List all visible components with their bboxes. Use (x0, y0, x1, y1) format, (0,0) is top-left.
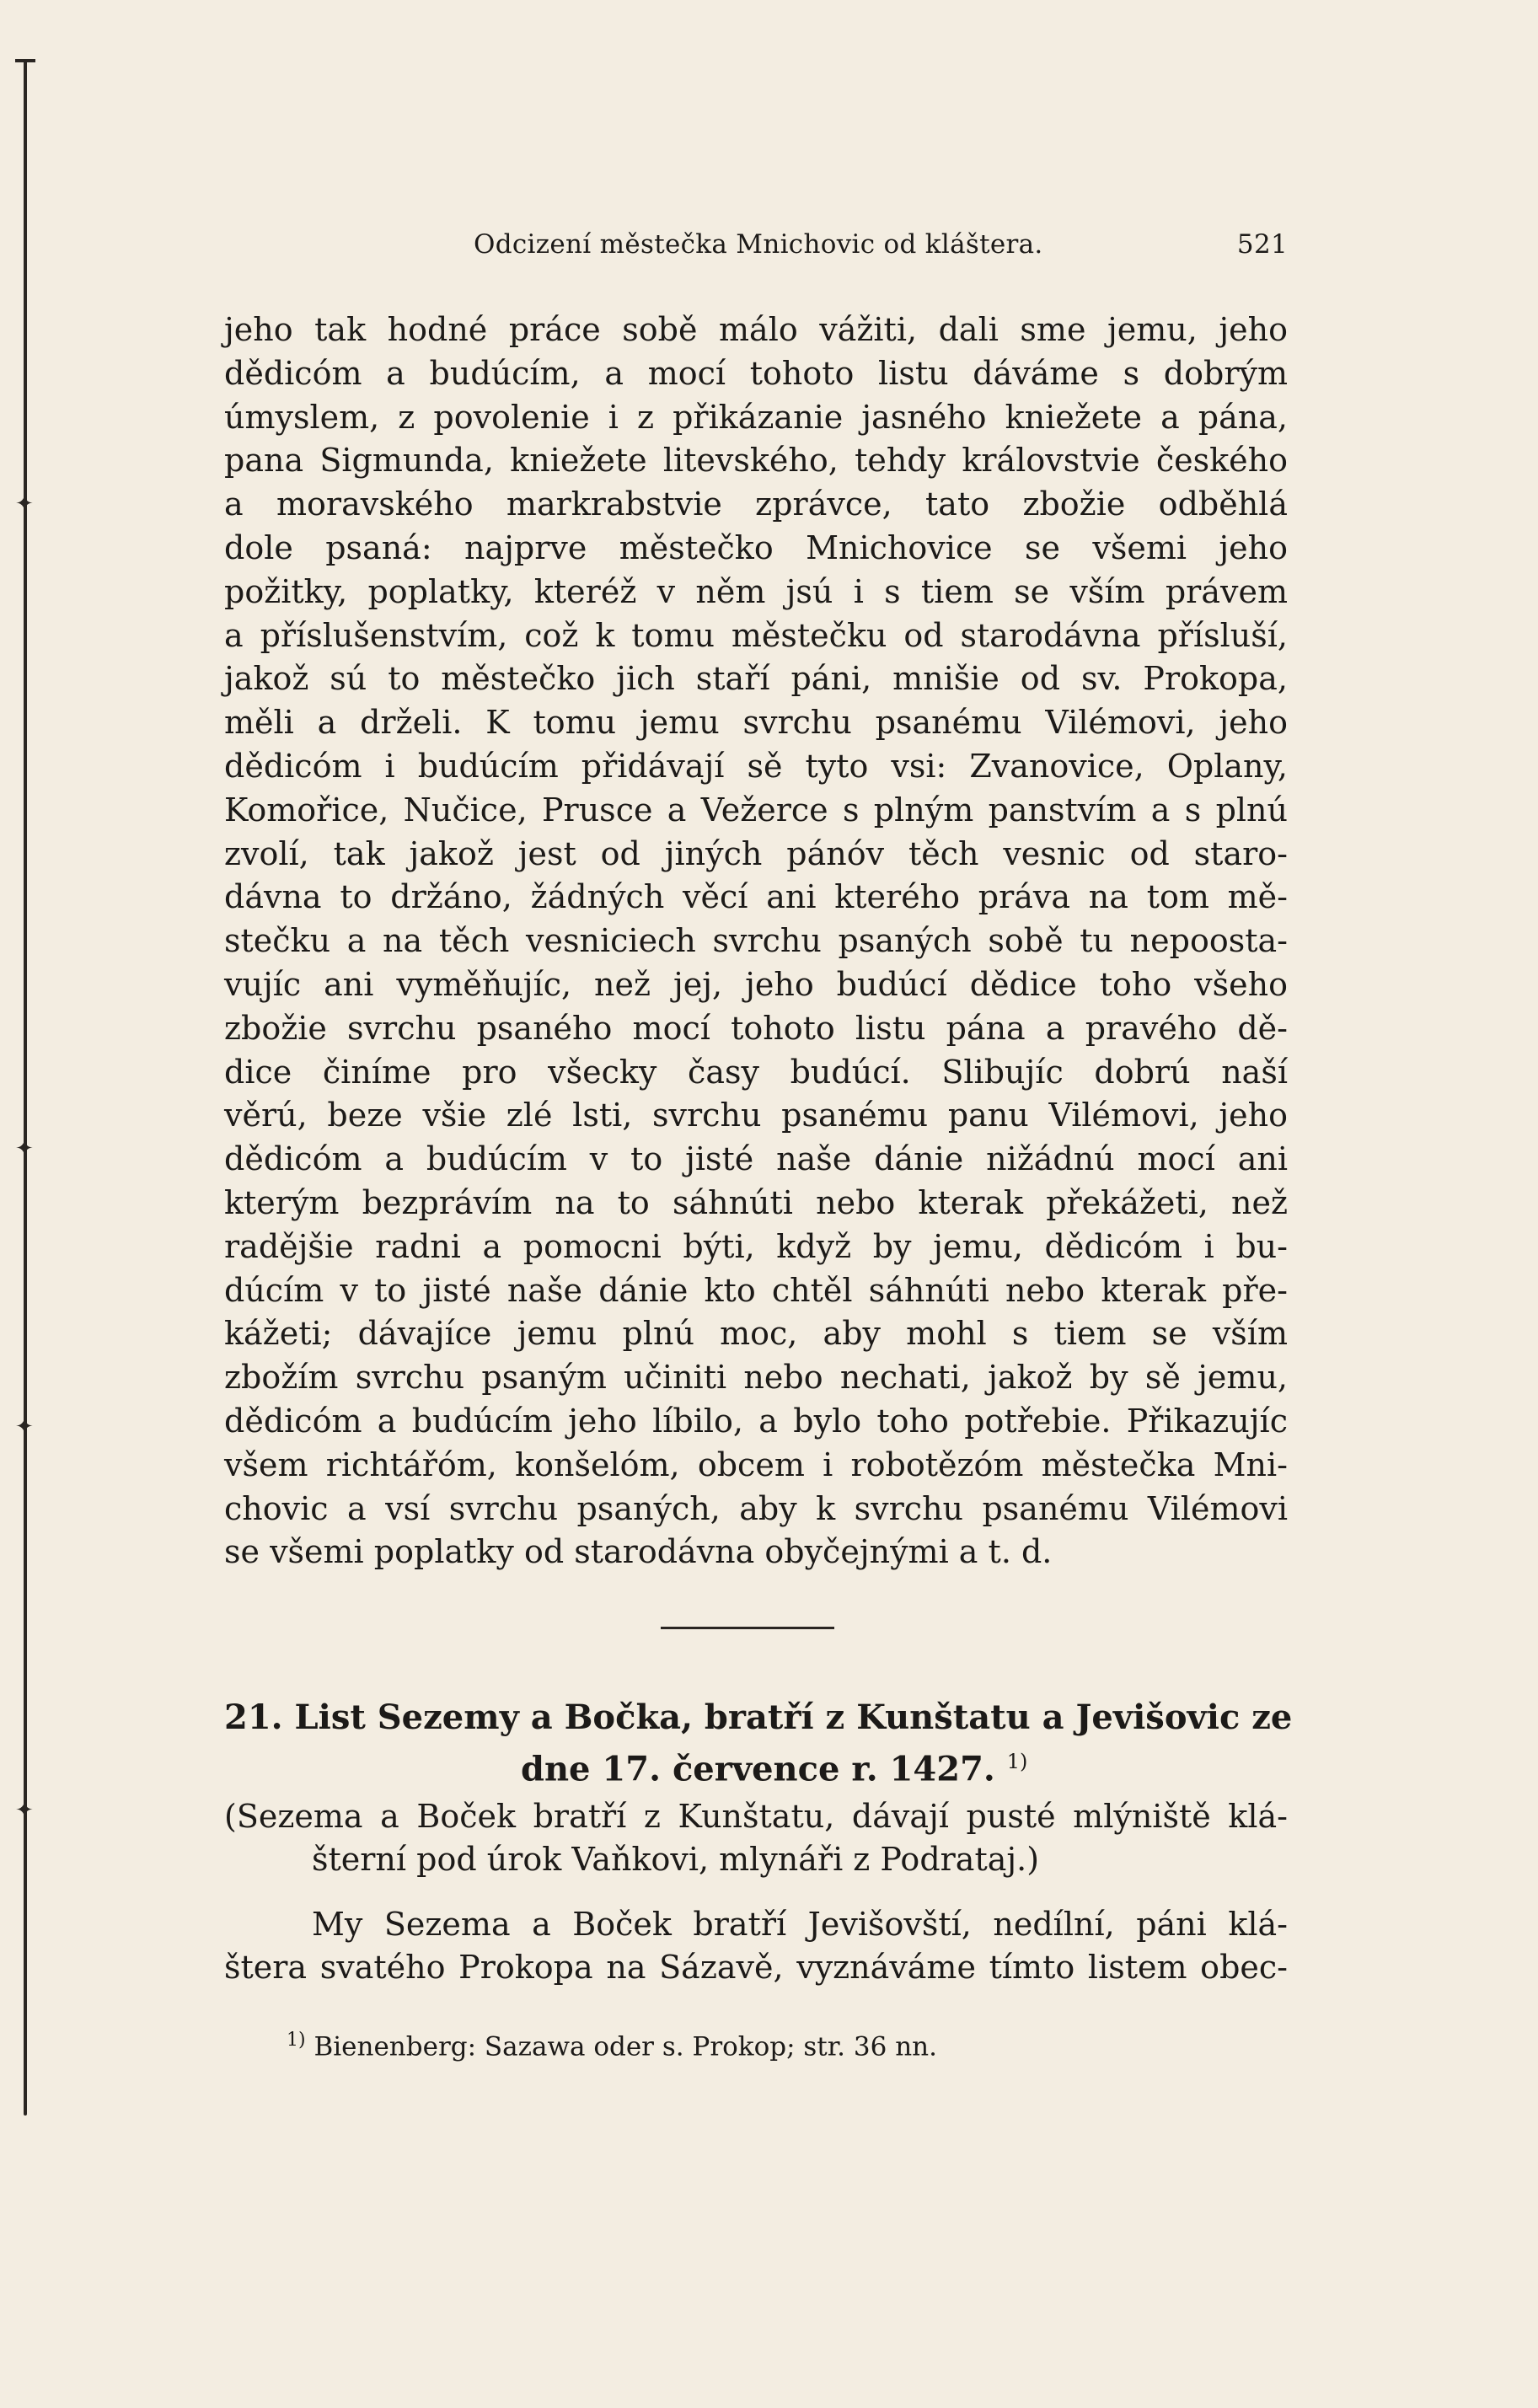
footnote-mark: 1) (287, 2030, 306, 2051)
binding-mark: ✦ (15, 1414, 34, 1440)
section-heading-line (224, 1740, 1288, 1791)
body-line: chovic a vsí svrchu psaných, aby k svrchu psanému Vilémovi (224, 1489, 1288, 1527)
body-line: vujíc ani vyměňujíc, než jej, jeho budúcí dědice toho všeho (224, 965, 1288, 1003)
body-line: a moravského markrabstvie zprávce, tato zbožie odběhlá (224, 485, 1288, 523)
binding-mark: ✦ (15, 1136, 34, 1161)
body-line: dávna to držáno, žádných věcí ani kterého práva na tom mě- (224, 878, 1288, 916)
body-line: pana Sigmunda, kniežete litevského, tehdy královstvie českého (224, 442, 1288, 480)
running-title: Odcizení městečka Mnichovic od kláštera. (474, 229, 1043, 260)
body-line: kterým bezprávím na to sáhnúti nebo kterak překážeti, než (224, 1183, 1288, 1221)
body-line: dúcím v to jisté naše dánie kto chtěl sáhnúti nebo kterak pře- (224, 1271, 1288, 1309)
section-summary (224, 1795, 1288, 1881)
running-header (224, 229, 1288, 260)
body-line: zbožie svrchu psaného mocí tohoto listu pána a pravého dě- (224, 1009, 1288, 1047)
section-divider (661, 1627, 834, 1629)
body-line: věrú, beze všie zlé lsti, svrchu psanému panu Vilémovi, jeho (224, 1097, 1288, 1134)
paragraph-line: My Sezema a Boček bratří Jevišovští, nedílní, páni klá- (312, 1906, 1288, 1943)
summary-line: (Sezema a Boček bratří z Kunštatu, dávají pusté mlýniště klá- (224, 1798, 1288, 1835)
charter-paragraph (224, 1903, 1288, 1989)
section-heading-line: 21. List Sezemy a Bočka, bratří z Kunštatu a Jevišovic ze (224, 1697, 1293, 1737)
body-line: radějšie radni a pomocni býti, když by jemu, dědicóm i bu- (224, 1227, 1288, 1265)
body-line: kážeti; dávajíce jemu plnú moc, aby mohl s tiem se vším (224, 1315, 1288, 1353)
footnote-reference: 1) (1006, 1750, 1028, 1773)
body-line: Komořice, Nučice, Prusce a Vežerce s plným panstvím a s plnú (224, 791, 1288, 829)
body-line: dice činíme pro všecky časy budúcí. Slibujíc dobrú naší (224, 1053, 1288, 1091)
paragraph-line: štera svatého Prokopa na Sázavě, vyznáváme tímto listem obec- (224, 1949, 1288, 1986)
body-line: jakož sú to městečko jich staří páni, mnišie od sv. Prokopa, (224, 660, 1288, 698)
body-line: dědicóm a budúcím jeho líbilo, a bylo toho potřebie. Přikazujíc (224, 1402, 1288, 1440)
body-line: jeho tak hodné práce sobě málo vážiti, dali sme jemu, jeho (224, 311, 1288, 348)
body-text (224, 308, 1288, 1574)
body-line: dědicóm i budúcím přidávají sě tyto vsi: Zvanovice, Oplany, (224, 747, 1288, 785)
binding-mark: ✦ (15, 1798, 34, 1823)
body-line: stečku a na těch vesniciech svrchu psaných sobě tu nepoosta- (224, 922, 1288, 960)
footnote (287, 2024, 1214, 2063)
page-number: 521 (1236, 229, 1288, 260)
body-line: dědicóm a budúcím, a mocí tohoto listu dáváme s dobrým (224, 354, 1288, 392)
body-line: zvolí, tak jakož jest od jiných pánóv těch vesnic od staro- (224, 834, 1288, 872)
body-line: dědicóm a budúcím v to jisté naše dánie nižádnú mocí ani (224, 1140, 1288, 1178)
body-line: měli a drželi. K tomu jemu svrchu psanému Vilémovi, jeho (224, 704, 1288, 742)
section-heading (224, 1696, 1293, 1791)
body-line: dole psaná: najprve městečko Mnichovice se všemi jeho (224, 528, 1288, 566)
body-line: požitky, poplatky, kteréž v něm jsú i s tiem se vším právem (224, 572, 1288, 610)
body-line: všem richtářóm, konšelóm, obcem i robotězóm městečka Mni- (224, 1445, 1288, 1483)
binding-mark: ✦ (15, 491, 34, 517)
body-line: a příslušenstvím, což k tomu městečku od starodávna přísluší, (224, 616, 1288, 654)
binding-tick (15, 59, 35, 62)
summary-line: šterní pod úrok Vaňkovi, mlynáři z Podrataj.) (312, 1841, 1040, 1878)
footnote-text: Bienenberg: Sazawa oder s. Prokop; str. 36 nn. (313, 2031, 937, 2062)
section-heading-date: dne 17. července r. 1427. (521, 1749, 995, 1789)
body-line: úmyslem, z povolenie i z přikázanie jasného kniežete a pána, (224, 398, 1288, 436)
body-line: zbožím svrchu psaným učiniti nebo nechati, jakož by sě jemu, (224, 1359, 1288, 1397)
body-line: se všemi poplatky od starodávna obyčejnými a t. d. (224, 1533, 1053, 1571)
